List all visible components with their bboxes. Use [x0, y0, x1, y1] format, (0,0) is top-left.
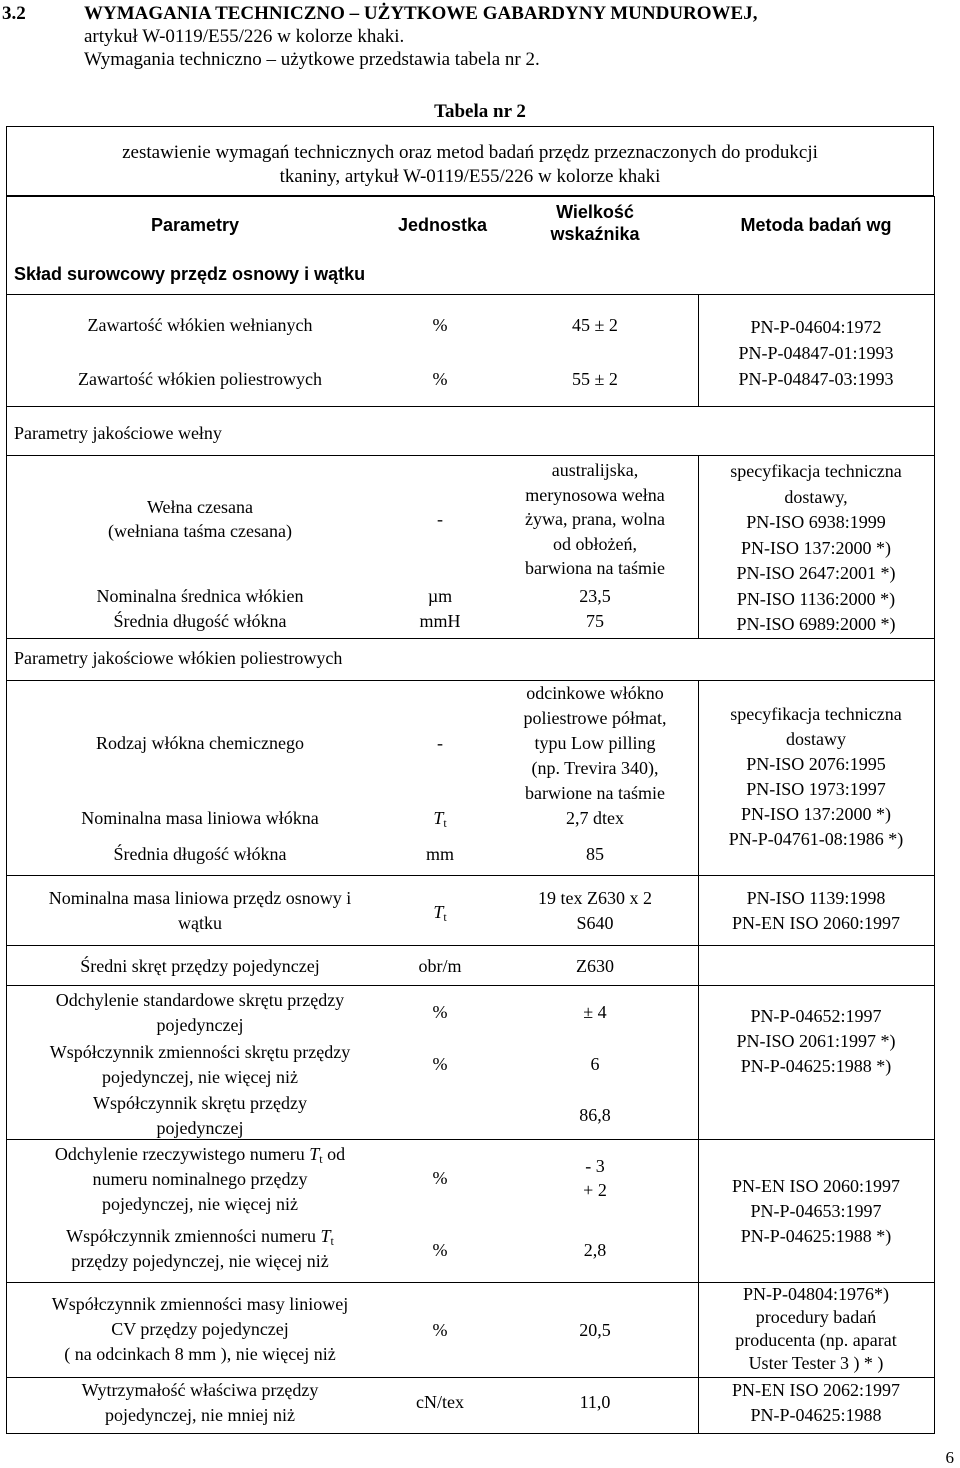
- section-wool: Parametry jakościowe wełny: [14, 423, 222, 443]
- param-line: pojedynczej, nie mniej niż: [105, 1405, 295, 1425]
- row-wool-diameter-value: 23,5: [579, 586, 611, 606]
- row-twist-coef-value: 86,8: [579, 1105, 611, 1125]
- param-line: (wełniana taśma czesana): [108, 521, 292, 541]
- value-line: australijska,: [551, 460, 639, 480]
- col-header-unit: Jednostka: [397, 215, 488, 235]
- row-count-dev-value: [520, 1154, 670, 1202]
- row-poly-linear-value: 2,7 dtex: [566, 808, 624, 828]
- param-symbol: T: [320, 1226, 331, 1246]
- row-twist-dev-unit: %: [432, 1002, 448, 1022]
- method-line: PN-ISO 2647:2001 *): [736, 563, 896, 583]
- row-twist-dev-param: [10, 988, 390, 1038]
- row-poly-linear-unit: [400, 806, 480, 830]
- row-combed-wool-value: [495, 458, 695, 581]
- row-wool-length-param: Średnia długość włókna: [113, 611, 287, 631]
- method-line: PN-EN ISO 2062:1997: [731, 1380, 900, 1400]
- param-line: Wytrzymałość właściwa przędzy: [81, 1380, 319, 1400]
- col-header-value-line2: wskaźnika: [550, 224, 640, 244]
- param-line: pojedynczej: [156, 1118, 244, 1138]
- row-yarn-linear-param: [10, 886, 390, 936]
- param-line: numeru nominalnego przędzy: [92, 1169, 308, 1189]
- method-line: PN-P-04847-01:1993: [738, 343, 894, 363]
- value-line: - 3: [585, 1156, 605, 1176]
- value-line: od obłożeń,: [553, 533, 637, 554]
- poly-method: [700, 702, 932, 852]
- method-line: PN-ISO 1136:2000 *): [736, 588, 896, 609]
- param-text: od: [322, 1144, 346, 1164]
- count-method: [700, 1174, 932, 1249]
- row-chem-fiber-value: [495, 681, 695, 806]
- row-count-cv-value: 2,8: [583, 1240, 607, 1260]
- row-count-cv-param: [10, 1224, 390, 1274]
- method-line: PN-P-04804:1976*): [742, 1284, 889, 1304]
- rule: [6, 985, 935, 986]
- row-poly-content-param: Zawartość włókien poliestrowych: [78, 369, 322, 389]
- param-line: pojedynczej: [156, 1015, 244, 1035]
- param-symbol: T: [309, 1144, 320, 1164]
- param-text: Współczynnik zmienności numeru: [66, 1226, 321, 1246]
- row-count-cv-unit: %: [432, 1240, 448, 1260]
- composition-method: [700, 314, 932, 392]
- row-tenacity-method: [700, 1378, 932, 1428]
- param-line: przędzy pojedynczej, nie więcej niż: [71, 1251, 329, 1271]
- method-line: PN-ISO 1973:1997: [746, 779, 886, 799]
- method-line: producenta (np. aparat: [735, 1330, 897, 1350]
- rule: [698, 455, 699, 638]
- param-line: [10, 1224, 390, 1249]
- rule: [6, 455, 935, 456]
- row-wool-length-value: 75: [586, 611, 604, 631]
- param-line: CV przędzy pojedynczej: [111, 1319, 289, 1339]
- value-line: barwiona na taśmie: [525, 558, 665, 578]
- section-title: WYMAGANIA TECHNICZNO – UŻYTKOWE GABARDYNY MUNDUROWEJ,: [84, 3, 758, 24]
- method-line: PN-ISO 2076:1995: [746, 754, 886, 774]
- row-tenacity-unit: cN/tex: [416, 1392, 464, 1412]
- method-line: PN-ISO 137:2000 *): [740, 804, 891, 824]
- wool-method: [700, 459, 932, 638]
- param-line: Współczynnik zmienności masy liniowej: [51, 1294, 349, 1314]
- param-line: Wełna czesana: [147, 497, 253, 517]
- row-chem-fiber-param: Rodzaj włókna chemicznego: [96, 733, 304, 753]
- method-line: PN-EN ISO 2060:1997: [731, 913, 900, 933]
- col-header-param: Parametry: [150, 215, 240, 235]
- row-wool-content-param: Zawartość włókien wełnianych: [87, 315, 313, 335]
- param-line: Nominalna masa liniowa przędz osnowy i: [48, 888, 352, 908]
- method-line: PN-ISO 2061:1997 *): [736, 1031, 896, 1051]
- section-intro: Wymagania techniczno – użytkowe przedstawia tabela nr 2.: [84, 49, 540, 70]
- row-mass-cv-param: [10, 1292, 390, 1367]
- param-text: Odchylenie rzeczywistego numeru: [54, 1144, 310, 1164]
- section-polyester: Parametry jakościowe włókien poliestrowych: [14, 648, 343, 668]
- row-chem-fiber-unit: -: [437, 733, 443, 753]
- page-number: 6: [945, 1448, 954, 1467]
- row-twist-dev-value: ± 4: [583, 1002, 607, 1022]
- param-line: ( na odcinkach 8 mm ), nie więcej niż: [64, 1344, 336, 1364]
- value-line: barwione na taśmie: [525, 783, 665, 803]
- table-title-line2: tkaniny, artykuł W-0119/E55/226 w kolorze khaki: [279, 166, 661, 187]
- row-wool-diameter-param: Nominalna średnica włókien: [96, 586, 304, 606]
- param-line: Odchylenie standardowe skrętu przędzy: [55, 990, 345, 1010]
- row-wool-content-value: 45 ± 2: [572, 315, 618, 335]
- param-line: [10, 1142, 390, 1167]
- row-mass-cv-unit: %: [432, 1320, 448, 1340]
- row-twist-unit: obr/m: [418, 956, 462, 976]
- method-line: procedury badań: [755, 1307, 877, 1327]
- value-line: (np. Trevira 340),: [531, 758, 659, 778]
- rule: [698, 680, 699, 1434]
- rule: [6, 680, 935, 681]
- param-subscript: t: [319, 1152, 323, 1166]
- method-line: PN-ISO 137:2000 *): [740, 537, 891, 558]
- method-line: PN-P-04653:1997: [750, 1201, 882, 1221]
- param-line: wątku: [178, 913, 222, 933]
- row-poly-content-value: 55 ± 2: [572, 369, 618, 389]
- param-line: pojedynczej, nie więcej niż: [102, 1067, 298, 1087]
- row-poly-length-value: 85: [586, 844, 604, 864]
- section-subtitle: artykuł W-0119/E55/226 w kolorze khaki.: [84, 26, 405, 47]
- row-count-dev-unit: %: [432, 1168, 448, 1188]
- row-mass-cv-value: 20,5: [579, 1320, 611, 1340]
- row-twist-cv-param: [10, 1040, 390, 1090]
- section-composition: Skład surowcowy przędz osnowy i wątku: [14, 264, 366, 284]
- row-yarn-linear-unit: [400, 900, 480, 924]
- row-twist-coef-param: [10, 1091, 390, 1141]
- method-line: specyfikacja techniczna: [730, 461, 902, 481]
- rule: [698, 294, 699, 406]
- param-line: Współczynnik skrętu przędzy: [93, 1093, 307, 1113]
- value-line: merynosowa wełna: [525, 484, 665, 505]
- table-title-line1: zestawienie wymagań technicznych oraz metod badań przędz przeznaczonych do produkcji: [122, 142, 818, 163]
- row-yarn-linear-value: [505, 886, 685, 936]
- row-poly-length-unit: mm: [425, 844, 454, 864]
- row-tenacity-param: [10, 1378, 390, 1428]
- method-line: PN-P-04625:1988: [750, 1405, 882, 1425]
- row-twist-cv-value: 6: [590, 1054, 600, 1074]
- value-line: 19 tex Z630 x 2: [538, 888, 652, 908]
- method-line: PN-P-04625:1988 *): [740, 1056, 892, 1076]
- unit-subscript: t: [443, 910, 447, 924]
- value-line: odcinkowe włókno: [526, 683, 664, 703]
- method-line: PN-P-04625:1988 *): [740, 1226, 892, 1246]
- col-header-value: [520, 201, 670, 245]
- row-twist-param: Średni skręt przędzy pojedynczej: [80, 956, 320, 976]
- row-wool-diameter-unit: µm: [427, 586, 453, 606]
- rule: [6, 638, 935, 639]
- row-poly-content-unit: %: [432, 369, 448, 389]
- twist-method: [700, 1004, 932, 1079]
- row-wool-content-unit: %: [432, 315, 448, 335]
- row-wool-length-unit: mmH: [419, 611, 461, 631]
- row-poly-length-param: Średnia długość włókna: [113, 844, 287, 864]
- rule: [6, 406, 935, 407]
- row-combed-wool-unit: -: [437, 509, 443, 529]
- row-tenacity-value: 11,0: [579, 1392, 611, 1412]
- row-combed-wool-param: [20, 495, 380, 543]
- method-line: PN-P-04847-03:1993: [738, 369, 894, 389]
- method-line: PN-P-04761-08:1986 *): [728, 829, 904, 849]
- table-title: [6, 126, 934, 196]
- method-line: PN-ISO 6938:1999: [746, 512, 886, 532]
- section-number: 3.2: [2, 3, 26, 24]
- method-line: PN-ISO 1139:1998: [746, 888, 886, 908]
- method-line: specyfikacja techniczna: [730, 704, 902, 724]
- method-line: PN-EN ISO 2060:1997: [731, 1176, 900, 1196]
- value-line: żywa, prana, wolna: [525, 509, 665, 529]
- row-twist-value: Z630: [576, 956, 614, 976]
- param-line: pojedynczej, nie więcej niż: [102, 1194, 298, 1214]
- unit-subscript: t: [443, 816, 447, 830]
- row-mass-cv-method: [700, 1283, 932, 1375]
- method-line: PN-P-04652:1997: [750, 1006, 882, 1026]
- value-line: poliestrowe półmat,: [523, 708, 667, 728]
- table-number: Tabela nr 2: [434, 101, 526, 122]
- method-line: dostawy: [786, 729, 846, 749]
- value-line: + 2: [583, 1180, 607, 1200]
- unit-symbol: T: [433, 902, 444, 922]
- value-line: typu Low pilling: [534, 733, 656, 753]
- rule: [6, 945, 935, 946]
- unit-symbol: T: [433, 808, 444, 828]
- row-poly-linear-param: Nominalna masa liniowa włókna: [81, 808, 319, 828]
- col-header-method: Metoda badań wg: [740, 215, 892, 235]
- method-line: dostawy,: [784, 486, 848, 507]
- method-line: PN-ISO 6989:2000 *): [736, 614, 896, 634]
- param-subscript: t: [330, 1234, 334, 1248]
- param-line: Współczynnik zmienności skrętu przędzy: [49, 1042, 351, 1062]
- row-yarn-linear-method: [700, 886, 932, 936]
- value-line: S640: [576, 913, 614, 933]
- rule: [6, 875, 935, 876]
- col-header-value-line1: Wielkość: [556, 202, 634, 222]
- row-count-dev-param: [10, 1142, 390, 1217]
- method-line: Uster Tester 3 ) * ): [748, 1353, 884, 1373]
- row-twist-cv-unit: %: [432, 1054, 448, 1074]
- rule: [6, 294, 935, 295]
- method-line: PN-P-04604:1972: [750, 317, 882, 337]
